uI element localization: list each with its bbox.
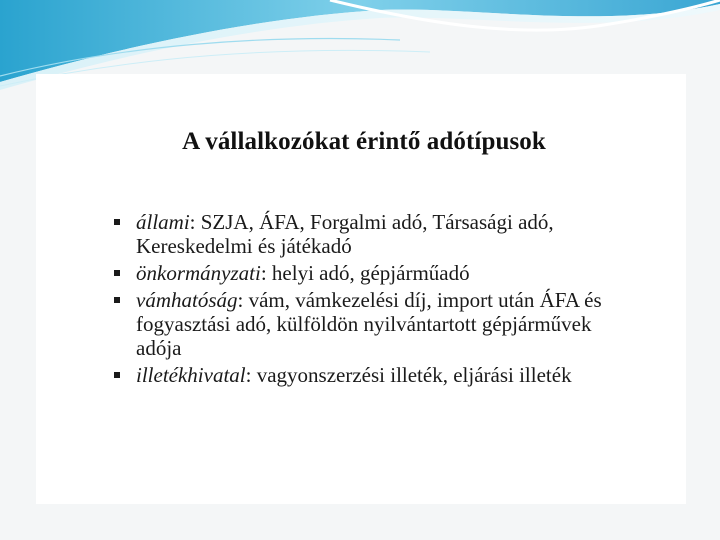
slide-title: A vállalkozókat érintő adótípusok [182,128,546,155]
list-item-onkormanyzati [113,261,613,285]
item-text: : vám, vámkezelési díj, import után ÁFA és fogyasztási adó, külföldön nyilvántartott gépjárművek adója [136,288,602,360]
item-text: : vagyonszerzési illeték, eljárási illeték [245,363,572,387]
item-term: illetékhivatal [136,363,246,387]
square-bullet-icon [114,372,120,378]
item-term: állami [136,210,190,234]
square-bullet-icon [114,219,120,225]
list-item-illetekhivatal [113,363,613,387]
square-bullet-icon [114,270,120,276]
square-bullet-icon [114,297,120,303]
item-term: vámhatóság [136,288,238,312]
list-item-vamhatosag [113,288,613,360]
tax-type-list [113,210,613,390]
item-term: önkormányzati [136,261,261,285]
item-text: : helyi adó, gépjárműadó [260,261,470,285]
list-item-allami [113,210,613,258]
item-text: : SZJA, ÁFA, Forgalmi adó, Társasági adó, Kereskedelmi és játékadó [136,210,554,258]
